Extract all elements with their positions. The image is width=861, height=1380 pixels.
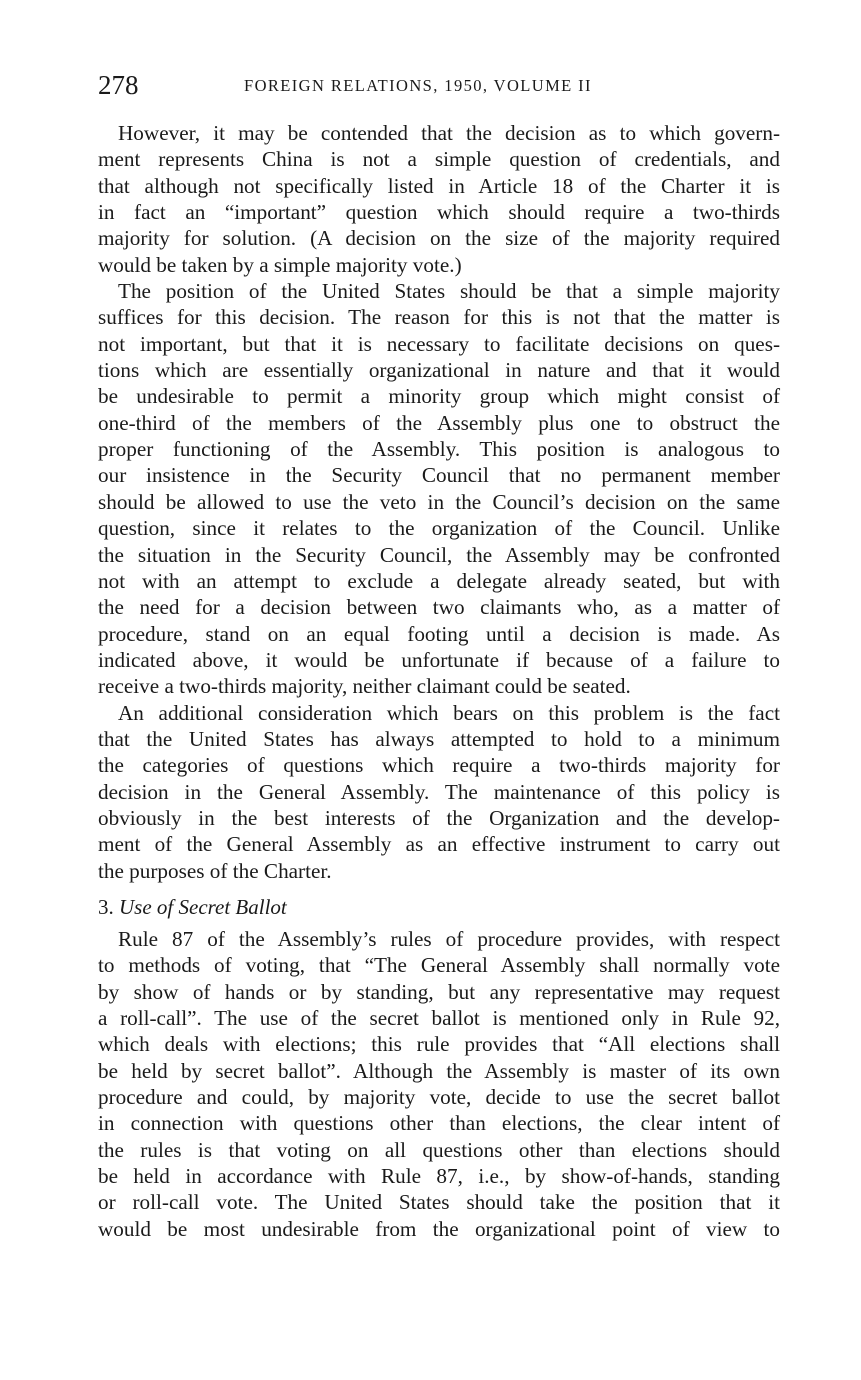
text-line: in fact an “important” question which should require a two-thirds xyxy=(98,200,780,225)
text-line: be undesirable to permit a minority group which might consist of xyxy=(98,384,780,409)
text-line: one-third of the members of the Assembly plus one to obstruct the xyxy=(98,410,780,435)
text-line: indicated above, it would be unfortunate if because of a failure to xyxy=(98,647,780,672)
running-head: FOREIGN RELATIONS, 1950, VOLUME II xyxy=(244,76,592,95)
text-line: not with an attempt to exclude a delegate already seated, but with xyxy=(98,568,780,593)
text-line: the purposes of the Charter. xyxy=(98,858,332,883)
text-line: would be taken by a simple majority vote.) xyxy=(98,252,462,277)
paragraph xyxy=(98,120,780,278)
paragraph xyxy=(98,700,780,884)
text-line: proper functioning of the Assembly. This position is analogous to xyxy=(98,437,780,462)
text-line: not important, but that it is necessary to facilitate decisions on ques- xyxy=(98,331,780,356)
text-line: majority for solution. (A decision on the size of the majority required xyxy=(98,226,780,251)
text-line: be held in accordance with Rule 87, i.e., by show-of-hands, standing xyxy=(98,1164,780,1189)
page-number: 278 xyxy=(98,70,139,100)
text-line: procedure and could, by majority vote, decide to use the secret ballot xyxy=(98,1085,780,1110)
page-body xyxy=(98,120,780,1242)
text-line: question, since it relates to the organization of the Council. Unlike xyxy=(98,516,780,541)
text-line: the categories of questions which require a two-thirds majority for xyxy=(98,753,780,778)
text-line: The position of the United States should be that a simple majority xyxy=(118,279,780,304)
text-line: or roll-call vote. The United States should take the position that it xyxy=(98,1190,780,1215)
text-line: Rule 87 of the Assembly’s rules of procedure provides, with respect xyxy=(118,926,780,951)
text-line: the rules is that voting on all questions other than elections should xyxy=(98,1137,780,1162)
text-line: that although not specifically listed in Article 18 of the Charter it is xyxy=(98,173,780,198)
text-line: tions which are essentially organizational in nature and that it would xyxy=(98,358,780,383)
text-line: the situation in the Security Council, the Assembly may be confronted xyxy=(98,542,780,567)
text-line: be held by secret ballot”. Although the Assembly is master of its own xyxy=(98,1058,780,1083)
text-line: to methods of voting, that “The General Assembly shall normally vote xyxy=(98,953,780,978)
text-line: by show of hands or by standing, but any representative may request xyxy=(98,979,780,1004)
text-line: in connection with questions other than elections, the clear intent of xyxy=(98,1111,780,1136)
text-line: ment of the General Assembly as an effective instrument to carry out xyxy=(98,832,780,857)
text-line: our insistence in the Security Council that no permanent member xyxy=(98,463,780,488)
section-heading xyxy=(98,884,780,926)
text-line: suffices for this decision. The reason for this is not that the matter is xyxy=(98,305,780,330)
paragraph xyxy=(98,926,780,1242)
text-line: would be most undesirable from the organizational point of view to xyxy=(98,1216,780,1241)
text-line: An additional consideration which bears on this problem is the fact xyxy=(118,700,780,725)
paragraph xyxy=(98,278,780,700)
section-title: Use of Secret Ballot xyxy=(119,894,287,919)
section-number: 3. xyxy=(98,894,114,919)
page-header xyxy=(98,70,780,100)
text-line: procedure, stand on an equal footing until a decision is made. As xyxy=(98,621,780,646)
text-line: should be allowed to use the veto in the Council’s decision on the same xyxy=(98,489,780,514)
text-line: a roll-call”. The use of the secret ballot is mentioned only in Rule 92, xyxy=(98,1006,780,1030)
text-line: ment represents China is not a simple question of credentials, and xyxy=(98,147,780,172)
text-line: obviously in the best interests of the Organization and the develop- xyxy=(98,805,780,830)
text-line: the need for a decision between two claimants who, as a matter of xyxy=(98,595,780,620)
text-line: that the United States has always attempted to hold to a minimum xyxy=(98,726,780,751)
text-line: decision in the General Assembly. The maintenance of this policy is xyxy=(98,779,780,804)
text-line: receive a two-thirds majority, neither claimant could be seated. xyxy=(98,674,631,699)
text-line: However, it may be contended that the decision as to which govern- xyxy=(118,121,780,145)
text-line: which deals with elections; this rule provides that “All elections shall xyxy=(98,1032,780,1057)
